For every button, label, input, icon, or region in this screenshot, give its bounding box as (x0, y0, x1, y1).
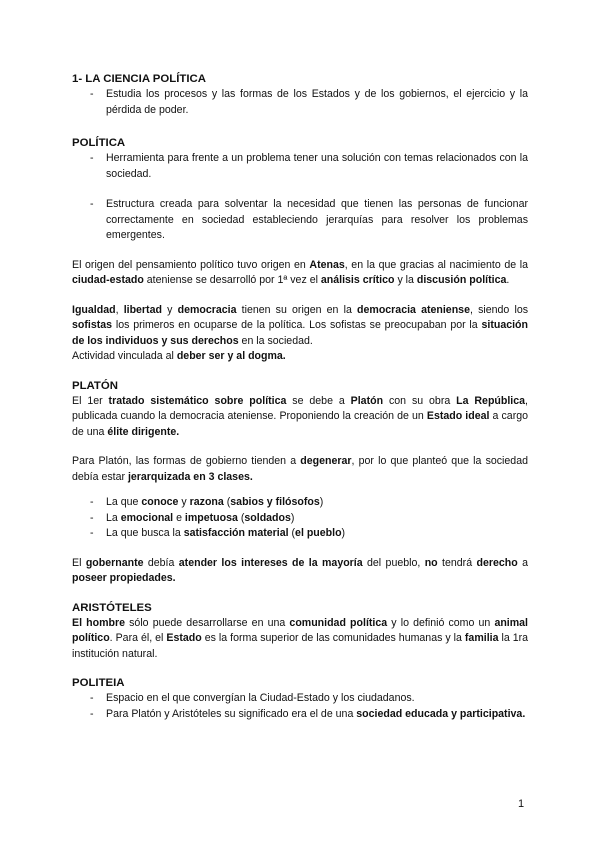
text-run: la 1ra institución natural. (72, 632, 529, 660)
bold-text: sociedad educada y participativa. (356, 707, 526, 720)
bold-text: La República (456, 394, 526, 407)
text-run: y (178, 496, 190, 508)
bold-text: jerarquizada en 3 clases. (127, 470, 253, 483)
list-item: - La que conoce y razona (sabios y filósofos) (90, 496, 324, 508)
text-run: debía (143, 556, 179, 569)
bold-text: discusión política (416, 274, 507, 286)
bold-text: democracia ateniense (357, 303, 470, 316)
bold-text: sabios y filósofos (230, 496, 320, 508)
text-run: El (72, 556, 86, 569)
bold-text: atender los intereses de la mayoría (178, 556, 363, 569)
section-heading-politeia: POLITEIA (72, 677, 125, 689)
text-run: , publicada cuando la democracia ateniense. Proponiendo la creación de un (72, 394, 528, 422)
bold-text: razona (189, 496, 224, 508)
bold-text: libertad (123, 303, 162, 316)
text-run: , siendo los (469, 303, 529, 316)
bold-text: Igualdad (72, 303, 116, 316)
section-heading-politica: POLÍTICA (72, 137, 126, 149)
text-run: y lo definió como un (387, 616, 495, 629)
bold-text: gobernante (85, 556, 144, 569)
text-run: en la sociedad. (238, 334, 313, 347)
bold-text: Estado (166, 632, 202, 644)
page-number: 1 (518, 798, 525, 810)
text-run: y la (394, 274, 417, 286)
list-item: - Estructura creada para solventar la necesidad que tienen las personas de funcionar correctamente en sociedad estableciendo jerarquías para resolver los problemas emergentes. (90, 198, 528, 241)
text-run: La (106, 511, 121, 524)
text-run: es la forma superior de las comunidades humanas y la (201, 632, 465, 644)
text-run: e (173, 511, 185, 524)
ciencia-politica-list (72, 87, 528, 118)
text-run: ) (341, 527, 346, 539)
bold-text: Atenas (309, 258, 345, 271)
list-item: - Para Platón y Aristóteles su significado era el de una sociedad educada y participativa. (90, 707, 526, 720)
text-run: del pueblo, (362, 556, 425, 569)
text-run: Para Platón y Aristóteles su significado era el de una (106, 707, 357, 720)
list-item: - La emocional e impetuosa (soldados) (90, 511, 295, 524)
bold-text: no (424, 556, 438, 569)
bold-text: emocional (120, 511, 174, 524)
text-run: ( (237, 511, 245, 524)
bold-text: tratado sistemático sobre política (108, 394, 287, 407)
section-heading-aristoteles: ARISTÓTELES (72, 601, 152, 614)
bold-text: élite dirigente. (107, 425, 180, 438)
bold-text: análisis crítico (320, 274, 395, 286)
text-run: ) (290, 511, 295, 524)
section-heading-ciencia-politica: 1- LA CIENCIA POLÍTICA (72, 73, 206, 85)
bold-text: derecho (476, 556, 518, 569)
bold-text: impetuosa (184, 511, 238, 524)
politeia-list (72, 691, 528, 722)
bold-text: degenerar (300, 455, 352, 467)
platon-classes-list (72, 495, 528, 542)
bold-text: satisfacción material (183, 527, 289, 539)
text-run: sólo puede desarrollarse en una (125, 616, 290, 629)
bold-text: soldados (244, 511, 291, 524)
text-run: . Para él, el (109, 632, 167, 644)
section-heading-platon: PLATÓN (72, 379, 118, 392)
bold-text: Estado ideal (426, 410, 490, 422)
list-item: - Estudia los procesos y las formas de los Estados y de los gobiernos, el ejercicio y la pérdida de poder. (90, 88, 528, 116)
document-page (72, 72, 528, 722)
paragraph-platon-3 (72, 556, 528, 587)
text-run: , en la que gracias al nacimiento de la (344, 258, 528, 271)
text-run: Actividad vinculada al (72, 350, 177, 362)
text-run: tienen su origen en la (236, 303, 358, 316)
paragraph-platon-2 (72, 454, 528, 485)
text-run: ) (319, 496, 324, 508)
paragraph-actividad (72, 349, 528, 365)
text-run: El origen del pensamiento político tuvo origen en (72, 258, 310, 271)
bold-text: deber ser y al dogma. (176, 350, 286, 362)
bold-text: El hombre (72, 616, 125, 629)
bold-text: Platón (350, 394, 384, 407)
bold-text: sofistas (72, 319, 113, 331)
text-run: se debe a (286, 394, 351, 407)
paragraph-platon-1 (72, 394, 528, 441)
paragraph-origen (72, 258, 528, 289)
bold-text: situación de los individuos y sus derechos (72, 319, 528, 347)
bold-text: ciudad-estado (72, 274, 144, 286)
text-run: La que (106, 496, 142, 508)
paragraph-igualdad (72, 303, 528, 350)
text-run: ( (288, 527, 296, 539)
text-run: Espacio en el que convergían la Ciudad-Estado y los ciudadanos. (106, 692, 415, 704)
text-run: Para Platón, las formas de gobierno tienden a (72, 455, 301, 467)
paragraph-aristoteles (72, 616, 528, 663)
bold-text: conoce (141, 496, 179, 508)
bold-text: democracia (177, 303, 237, 316)
text-run: , por lo que planteó que la sociedad debía estar (72, 455, 528, 483)
text-run: El 1er (72, 394, 109, 407)
list-item: - Herramienta para frente a un problema tener una solución con temas relacionados con la sociedad. (90, 152, 528, 180)
bold-text: poseer propiedades. (72, 572, 176, 584)
text-run: ( (223, 496, 231, 508)
text-run: los primeros en ocuparse de la política. Los sofistas se preocupaban por la (112, 319, 482, 331)
text-run: a cargo de una (72, 410, 529, 438)
bold-text: el pueblo (295, 527, 342, 539)
text-run: y (161, 303, 178, 316)
text-run: a (517, 556, 528, 569)
bold-text: comunidad política (289, 616, 388, 629)
list-item: - La que busca la satisfacción material (el pueblo) (90, 527, 346, 539)
text-run: con su obra (383, 394, 457, 407)
bold-text: familia (464, 632, 499, 644)
text-run: . (506, 274, 510, 286)
list-item: - Espacio en el que convergían la Ciudad-Estado y los ciudadanos. (90, 692, 415, 704)
text-run: , (115, 303, 124, 316)
politica-list (72, 151, 528, 244)
text-run: La que busca la (106, 527, 184, 539)
bold-text: animal político (72, 616, 528, 644)
text-run: ateniense se desarrolló por 1ª vez el (143, 274, 321, 286)
text-run: tendrá (437, 556, 477, 569)
